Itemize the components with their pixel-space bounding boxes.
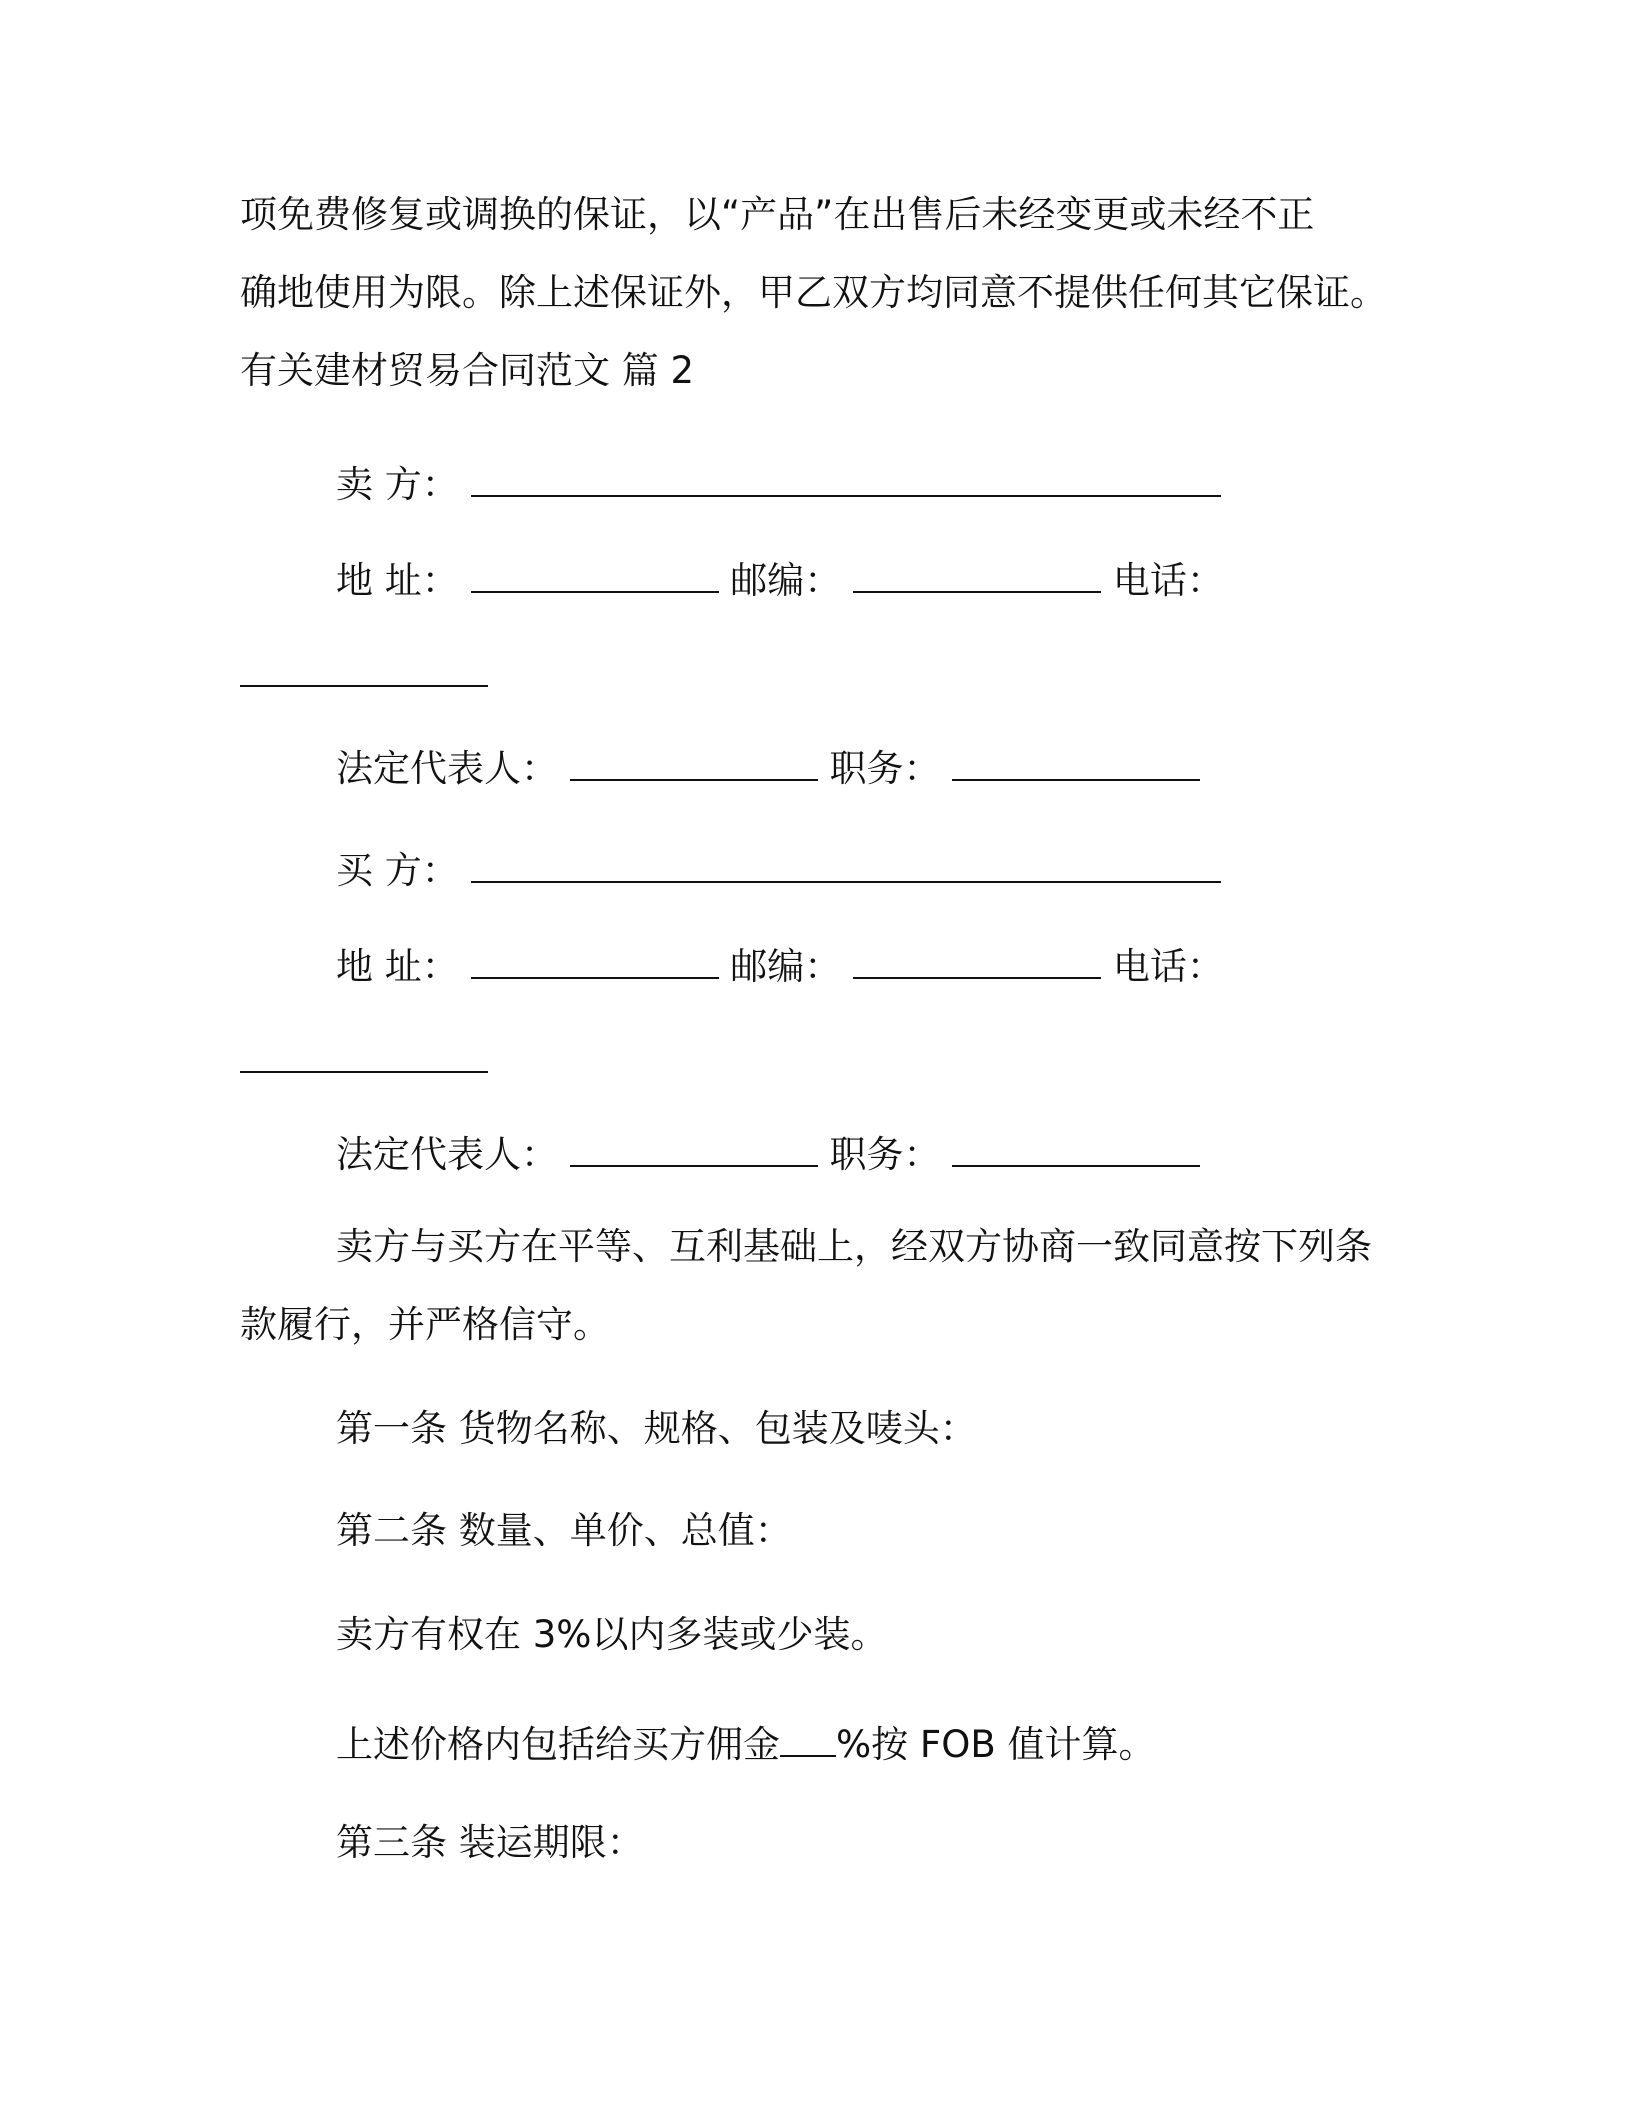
commission-suffix: %按 FOB 值计算。 (836, 1723, 1156, 1767)
buyer-address-label: 地 址： (336, 945, 459, 989)
article-3: 第三条 装运期限： (336, 1821, 644, 1864)
buyer-position-label: 职务： (829, 1133, 941, 1177)
seller-address-blank[interactable] (471, 556, 719, 593)
seller-label: 卖 方： (336, 463, 459, 507)
seller-legal-rep-blank[interactable] (570, 744, 818, 781)
buyer-postcode-blank[interactable] (853, 942, 1101, 979)
seller-legal-rep-row (336, 744, 1200, 791)
agreement-line-2: 款履行，并严格信守。 (240, 1303, 610, 1346)
buyer-postcode-label: 邮编： (730, 945, 842, 989)
tolerance-clause: 卖方有权在 3%以内多装或少装。 (336, 1613, 888, 1656)
commission-clause (336, 1720, 1156, 1767)
article-2: 第二条 数量、单价、总值： (336, 1509, 792, 1552)
buyer-label: 买 方： (336, 849, 459, 893)
section-title: 有关建材贸易合同范文 篇 2 (240, 349, 695, 392)
seller-position-label: 职务： (829, 747, 941, 791)
agreement-line-1: 卖方与买方在平等、互利基础上，经双方协商一致同意按下列条 (336, 1225, 1372, 1268)
buyer-phone-row (240, 1036, 488, 1079)
buyer-name-blank[interactable] (471, 846, 1221, 883)
seller-phone-label: 电话： (1112, 559, 1224, 603)
buyer-legal-rep-label: 法定代表人： (336, 1133, 558, 1177)
intro-line-2: 确地使用为限。除上述保证外，甲乙双方均同意不提供任何其它保证。 (240, 271, 1387, 314)
buyer-address-row (336, 942, 1224, 989)
seller-postcode-label: 邮编： (730, 559, 842, 603)
seller-name-blank[interactable] (471, 460, 1221, 497)
article-1: 第一条 货物名称、规格、包装及唛头： (336, 1407, 977, 1450)
buyer-address-blank[interactable] (471, 942, 719, 979)
buyer-legal-rep-row (336, 1130, 1200, 1177)
seller-legal-rep-label: 法定代表人： (336, 747, 558, 791)
commission-rate-blank[interactable] (780, 1720, 836, 1757)
buyer-phone-blank[interactable] (240, 1036, 488, 1073)
buyer-position-blank[interactable] (952, 1130, 1200, 1167)
seller-postcode-blank[interactable] (853, 556, 1101, 593)
seller-row (336, 460, 1221, 507)
seller-address-row (336, 556, 1224, 603)
seller-phone-row (240, 650, 488, 693)
intro-line-1: 项免费修复或调换的保证，以“产品”在出售后未经变更或未经不正 (240, 193, 1315, 236)
seller-phone-blank[interactable] (240, 650, 488, 687)
buyer-phone-label: 电话： (1112, 945, 1224, 989)
buyer-row (336, 846, 1221, 893)
seller-position-blank[interactable] (952, 744, 1200, 781)
seller-address-label: 地 址： (336, 559, 459, 603)
commission-prefix: 上述价格内包括给买方佣金 (336, 1723, 780, 1767)
buyer-legal-rep-blank[interactable] (570, 1130, 818, 1167)
